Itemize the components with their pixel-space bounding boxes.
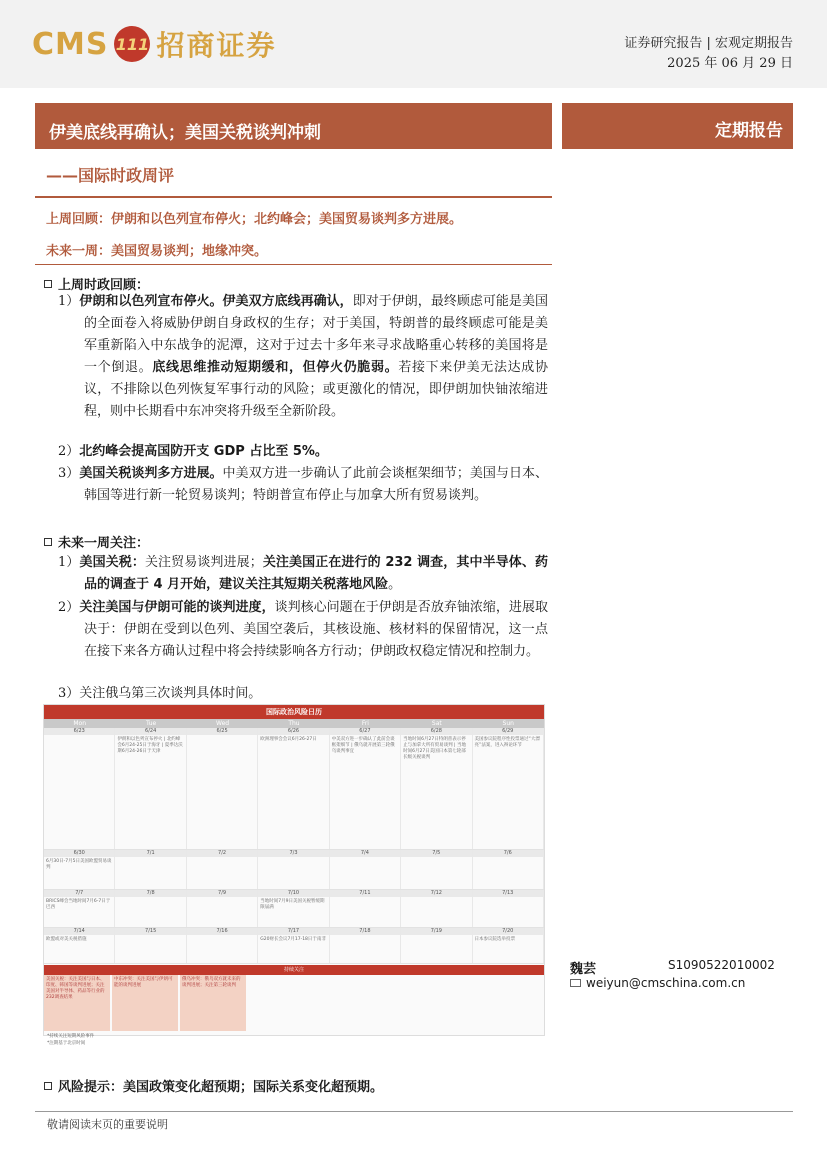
calendar-weekday-header (44, 719, 544, 728)
section-heading-text: 未来一周关注： (58, 536, 150, 551)
item-text: 。 (388, 577, 402, 592)
weekday-label: Thu (288, 720, 300, 727)
calendar-date: 7/8 (115, 890, 185, 897)
calendar-notes (44, 1031, 544, 1049)
weekday-label: Wed (216, 720, 230, 727)
calendar-date: 7/11 (330, 890, 400, 897)
calendar-day-cell (258, 850, 329, 889)
item-text: 即对于伊朗，最终顾虑可能是美国的全面卷入将威胁伊朗自身政权的生存；对于美国，特朗普的最终顾虑可能是美军重新陷入中东战争的泥潭，这对于过去十多年来寻求战略重心转移的美国将是一个倒退。 (84, 294, 548, 375)
calendar-event: 当地时间7月9日美国关税暂缓期限届满 (260, 899, 325, 910)
calendar-day-cell (115, 850, 186, 889)
calendar-focus-heading: 持续关注 (44, 965, 544, 975)
calendar-day-cell (473, 850, 544, 889)
calendar-day-cell (330, 850, 401, 889)
report-type: 证券研究报告 | 宏观定期报告 (624, 36, 793, 51)
outlook-item-1 (58, 552, 548, 596)
calendar-date: 6/24 (115, 728, 185, 735)
author-email[interactable]: weiyun@cmschina.com.cn (586, 976, 746, 990)
author-name: 魏芸 (570, 962, 597, 977)
focus-item: 中东冲突：关注美国与伊朗可能的谈判进展 (112, 975, 178, 1031)
focus-item: 俄乌冲突：俄乌双方就未来的谈判进展；关注第三轮谈判 (180, 975, 246, 1031)
item-bold-text: 关注美国与伊朗可能的谈判进度， (79, 600, 275, 615)
calendar-day-cell (44, 728, 115, 849)
calendar-note: *注期基于北京时间 (47, 1041, 86, 1046)
calendar-day-cell (401, 850, 472, 889)
calendar-date: 6/29 (473, 728, 543, 735)
calendar-date: 7/14 (44, 928, 114, 935)
title-divider (35, 196, 552, 198)
calendar-day-cell (401, 890, 472, 927)
item-text: 若接下来伊美无法达成协议，不排除以色列恢复军事行动的风险；或更激化的情况，即伊朗加快铀浓缩进程，则中长期看中东冲突将升级至全新阶段。 (84, 360, 548, 419)
calendar-date: 7/15 (115, 928, 185, 935)
section-next-week-heading (44, 532, 149, 551)
review-item-1 (58, 291, 548, 423)
company-logo (32, 22, 277, 66)
summary-last-week: 上周回顾：伊朗和以色列宣布停火；北约峰会；美国贸易谈判多方进展。 (46, 212, 463, 227)
calendar-day-cell (401, 928, 472, 963)
risk-text: 风险提示：美国政策变化超预期；国际关系变化超预期。 (58, 1080, 384, 1095)
item-text: 谈判核心问题在于伊朗是否放弃铀浓缩，进展取决于：伊朗在受到以色列、美国空袭后，其核设施、核材料的保留情况，这一点在接下来各方确认过程中将会持续影响各方行动；伊朗政权稳定情况和控制力。 (84, 600, 548, 659)
calendar-day-cell (330, 928, 401, 963)
calendar-date: 7/19 (401, 928, 471, 935)
footer-disclaimer: 敬请阅读末页的重要说明 (47, 1118, 168, 1131)
calendar-day-cell (44, 890, 115, 927)
item-number: 1） (58, 294, 80, 309)
calendar-event: 当地时间6月27日特朗普表示停止与加拿大所有贸易谈判 | 当地时间6月27日美国日本第七轮部长级关税谈判 (403, 737, 466, 760)
calendar-week-row (44, 850, 544, 890)
calendar-event: 美国参议院程序性投票通过“大漂亮”法案，进入辩论环节 (474, 737, 540, 748)
calendar-week-row (44, 890, 544, 928)
item-bold-text: 伊朗和以色列宣布停火。伊美双方底线再确认， (79, 294, 353, 309)
calendar-day-cell (473, 928, 544, 963)
outlook-item-2 (58, 597, 548, 663)
calendar-date: 7/4 (330, 850, 400, 857)
calendar-date: 7/6 (473, 850, 543, 857)
calendar-day-cell (115, 728, 186, 849)
item-bold-text: 美国关税谈判多方进展。 (79, 466, 223, 481)
calendar-date: 6/28 (401, 728, 471, 735)
calendar-date: 7/18 (330, 928, 400, 935)
calendar-note: *持续关注短期风险事件 (47, 1034, 95, 1039)
calendar-day-cell (187, 850, 258, 889)
report-subtitle: ——国际时政周评 (46, 166, 175, 185)
author-email-row (570, 976, 745, 990)
calendar-day-cell (330, 890, 401, 927)
checkbox-bullet-icon (44, 280, 52, 288)
calendar-day-cell (115, 890, 186, 927)
weekday-label: Fri (361, 720, 369, 727)
item-number: 3） (58, 686, 80, 701)
author-license: S1090522010002 (668, 958, 775, 972)
outlook-item-3 (58, 683, 548, 705)
section-heading-text: 上周时政回顾： (58, 278, 150, 293)
calendar-date: 7/5 (401, 850, 471, 857)
report-date: 2025 年 06 月 29 日 (667, 56, 793, 71)
item-text: 关注贸易谈判进展； (144, 555, 263, 570)
calendar-date: 6/27 (330, 728, 400, 735)
item-bold-text: 关注美国正在进行的 232 调查，其中半导体、药品的调查于 4 月开始，建议关注其短期关税落地风险 (84, 555, 548, 592)
risk-calendar (43, 704, 545, 1046)
calendar-title: 国际政治风险日历 (44, 705, 544, 719)
calendar-week-row (44, 928, 544, 964)
calendar-date: 7/9 (187, 890, 257, 897)
calendar-event: 日本参议院选举投票 (474, 937, 516, 942)
calendar-event: 中美双方进一步确认了此前会谈框架细节 | 俄乌就开展第三轮俄乌谈判事宜 (331, 737, 395, 754)
footer-divider (35, 1111, 793, 1112)
weekday-label: Sat (431, 720, 442, 727)
calendar-event: G20财长会议7月17-18日于南非 (260, 937, 326, 942)
focus-item: 美国关税：关注美国与日本、印度、韩国等谈判进展；关注美国对半导体、药品等行业的232调查结果 (44, 975, 110, 1031)
calendar-day-cell (187, 890, 258, 927)
report-type-box: 定期报告 (562, 103, 793, 149)
calendar-date: 7/13 (473, 890, 543, 897)
item-number: 3） (58, 466, 80, 481)
logo-cms-text: CMS (32, 26, 109, 62)
calendar-day-cell (44, 850, 115, 889)
item-text: 中美双方进一步确认了此前会谈框架细节；美国与日本、韩国等进行新一轮贸易谈判；特朗普宣布停止与加拿大所有贸易谈判。 (84, 466, 548, 503)
logo-cn-text: 招商证券 (156, 29, 277, 62)
calendar-day-cell (115, 928, 186, 963)
mail-icon (570, 979, 581, 987)
calendar-day-cell (473, 890, 544, 927)
calendar-day-cell (473, 728, 544, 849)
item-bold-text: 北约峰会提高国防开支 GDP 占比至 5%。 (79, 444, 328, 459)
calendar-date: 7/17 (258, 928, 328, 935)
calendar-date: 7/7 (44, 890, 114, 897)
calendar-day-cell (258, 728, 329, 849)
item-bold-text: 底线思维推动短期缓和，但停火仍脆弱。 (152, 360, 399, 375)
calendar-date: 6/30 (44, 850, 114, 857)
calendar-date: 6/25 (187, 728, 257, 735)
calendar-date: 7/20 (473, 928, 543, 935)
calendar-day-cell (258, 890, 329, 927)
calendar-date: 7/16 (187, 928, 257, 935)
checkbox-bullet-icon (44, 1082, 52, 1090)
summary-next-week: 未来一周：美国贸易谈判；地缘冲突。 (46, 244, 268, 259)
checkbox-bullet-icon (44, 538, 52, 546)
calendar-weeks (44, 728, 544, 964)
weekday-label: Tue (146, 720, 157, 727)
calendar-focus-row (44, 975, 544, 1031)
calendar-date: 6/26 (258, 728, 328, 735)
calendar-event: 欧洲理事会会议6月26-27日 (260, 737, 317, 742)
logo-badge-icon: 111 (114, 26, 150, 62)
calendar-event: 6月30日-7月5日美国欧盟贸易谈判 (46, 859, 112, 870)
item-text: 关注俄乌第三次谈判具体时间。 (79, 686, 262, 701)
calendar-event: 欧盟或对美关税措施 (46, 937, 87, 942)
calendar-day-cell (44, 928, 115, 963)
report-title: 伊美底线再确认；美国关税谈判冲刺 (35, 103, 552, 149)
summary-divider (35, 264, 552, 265)
calendar-day-cell (187, 728, 258, 849)
calendar-day-cell (258, 928, 329, 963)
weekday-label: Mon (73, 720, 87, 727)
calendar-day-cell (401, 728, 472, 849)
calendar-week-row (44, 728, 544, 850)
review-item-2 (58, 441, 548, 463)
review-item-3 (58, 463, 548, 507)
calendar-date: 7/10 (258, 890, 328, 897)
calendar-date: 6/23 (44, 728, 114, 735)
calendar-event: 伊朗和以色列宣布停火 | 北约峰会6月24-25日于海牙 | 夏季达沃斯6月24-26日于天津 (117, 737, 183, 754)
calendar-date: 7/1 (115, 850, 185, 857)
calendar-date: 7/12 (401, 890, 471, 897)
calendar-date: 7/2 (187, 850, 257, 857)
calendar-date: 7/3 (258, 850, 328, 857)
item-bold-text: 美国关税： (79, 555, 145, 570)
weekday-label: Sun (502, 720, 514, 727)
item-number: 2） (58, 444, 80, 459)
risk-warning (44, 1076, 383, 1095)
calendar-event: BRICS峰会当地时间7月6-7日于巴西 (46, 899, 111, 910)
item-number: 1） (58, 555, 80, 570)
calendar-day-cell (187, 928, 258, 963)
item-number: 2） (58, 600, 80, 615)
calendar-day-cell (330, 728, 401, 849)
